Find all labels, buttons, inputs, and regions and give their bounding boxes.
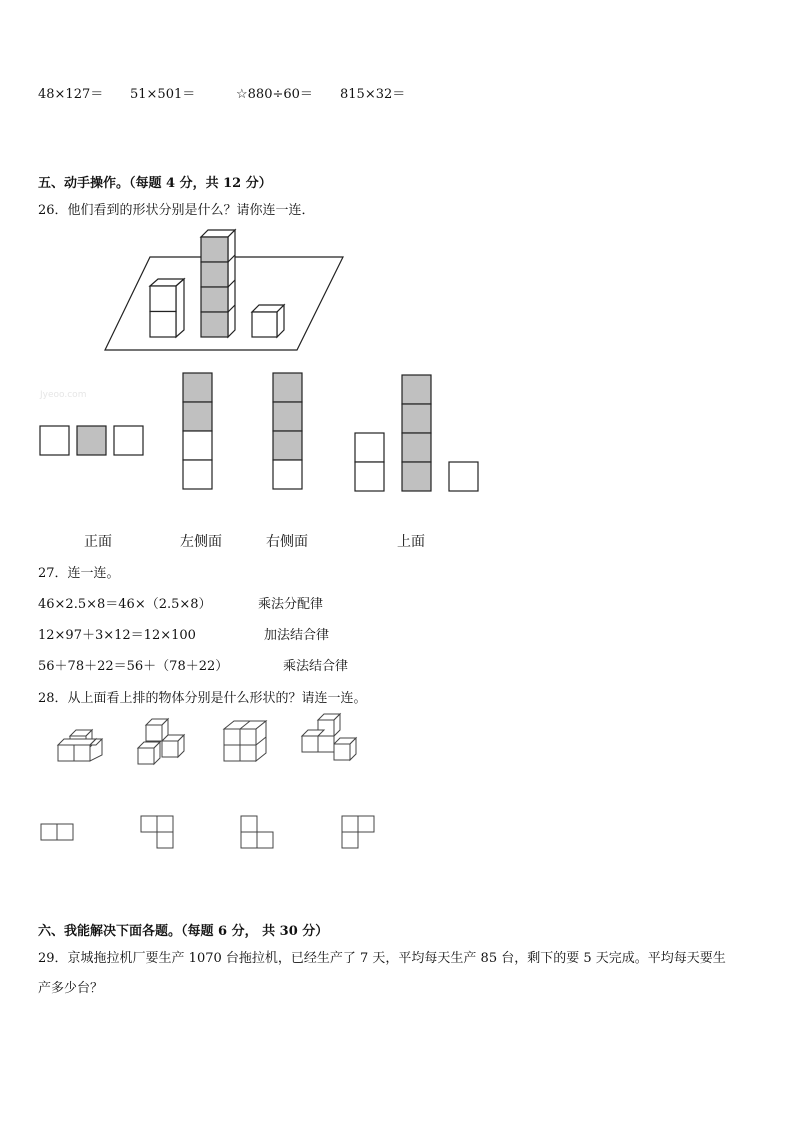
calc-item-4: 815×32＝	[340, 87, 406, 102]
view-label-left: 左侧面	[180, 534, 222, 550]
q28-shape-1	[41, 824, 73, 840]
q28-shape-3	[241, 816, 273, 848]
section-6-heading: 六、我能解决下面各题。（每题 6 分， 共 30 分）	[38, 924, 329, 939]
view-label-right: 右侧面	[266, 534, 308, 550]
q29-text-line-2: 产多少台？	[38, 981, 104, 996]
section-5-heading: 五、动手操作。（每题 4 分，共 12 分）	[38, 176, 272, 191]
q28-shape-4	[342, 816, 374, 848]
view-label-front: 正面	[84, 534, 112, 550]
q27-law-3: 乘法结合律	[283, 659, 349, 674]
q27-equation-2: 12×97＋3×12＝12×100	[38, 628, 196, 643]
q28-shape-2	[141, 816, 173, 848]
q27-law-2: 加法结合律	[264, 628, 330, 643]
calc-item-2: 51×501＝	[130, 87, 196, 102]
q28-prompt: 28．从上面看上排的物体分别是什么形状的？请连一连。	[38, 691, 367, 706]
q27-law-1: 乘法分配律	[258, 597, 324, 612]
q27-equation-3: 56＋78＋22＝56＋（78＋22）	[38, 659, 229, 674]
view-label-top: 上面	[397, 534, 425, 550]
calc-item-3: ☆880÷60＝	[236, 87, 313, 102]
q29-text-line-1: 29．京城拖拉机厂要生产 1070 台拖拉机，已经生产了 7 天，平均每天生产 85 台，剩下的要 5 天完成。平均每天要生	[38, 951, 726, 966]
watermark: Jyeoo.com	[40, 390, 87, 400]
q27-prompt: 27．连一连。	[38, 566, 120, 581]
q26-prompt: 26．他们看到的形状分别是什么？请你连一连．	[38, 203, 315, 218]
calc-item-1: 48×127＝	[38, 87, 104, 102]
q27-equation-1: 46×2.5×8＝46×（2.5×8）	[38, 597, 212, 612]
